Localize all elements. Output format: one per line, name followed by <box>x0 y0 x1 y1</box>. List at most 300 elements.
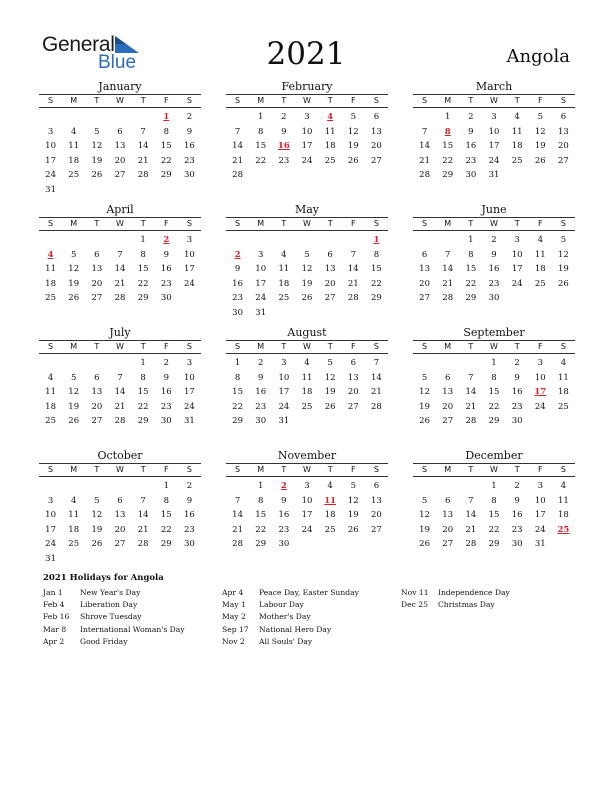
day-cell: 20 <box>114 155 126 166</box>
day-cell: 31 <box>488 170 500 181</box>
day-cell: 30 <box>232 307 243 318</box>
day-cell: 20 <box>114 524 126 535</box>
day-cell: 15 <box>137 387 149 398</box>
holiday-date: Nov 11 <box>401 588 429 597</box>
empty-cell <box>272 233 295 248</box>
country-name: Angola <box>506 46 570 67</box>
day-cell: 17 <box>45 524 56 535</box>
month-name: January <box>98 80 142 93</box>
day-cell: 14 <box>114 264 126 275</box>
weekday-label: T <box>94 342 100 351</box>
month-september <box>413 326 575 429</box>
empty-cell <box>226 110 249 125</box>
day-cell: 23 <box>160 278 172 289</box>
weekday-label: S <box>48 219 54 228</box>
day-cell: 5 <box>560 235 567 245</box>
day-cell: 14 <box>465 510 477 521</box>
day-cell: 7 <box>468 495 474 506</box>
day-cell: 19 <box>324 387 336 398</box>
weekday-label: W <box>490 219 498 228</box>
day-cell: 24 <box>278 401 290 412</box>
day-cell: 19 <box>301 278 313 289</box>
day-cell: 20 <box>442 524 454 535</box>
day-cell: 8 <box>258 126 264 137</box>
weekday-label: T <box>94 96 100 105</box>
day-cell: 9 <box>234 264 241 275</box>
day-cell: 16 <box>511 387 523 398</box>
day-cell: 2 <box>468 112 474 122</box>
holiday-date: Nov 2 <box>222 636 245 646</box>
day-cell: 29 <box>442 170 454 181</box>
holiday-name: Liberation Day <box>80 600 138 610</box>
logo-general-text: General <box>42 33 115 56</box>
day-cell: 2 <box>514 358 520 368</box>
weekday-label: M <box>257 219 265 228</box>
weekday-label: S <box>235 465 241 474</box>
day-cell: 28 <box>137 539 149 550</box>
day-cell: 16 <box>160 387 172 398</box>
day-cell: 13 <box>419 264 430 275</box>
holiday-row <box>401 599 510 611</box>
day-cell: 24 <box>534 524 546 535</box>
day-cell: 5 <box>94 126 100 137</box>
holiday-date: Sep 17 <box>222 624 249 634</box>
month-name: September <box>463 326 525 339</box>
day-cell: 11 <box>278 264 290 275</box>
weekday-label: F <box>537 96 543 105</box>
day-cell: 23 <box>488 278 500 289</box>
day-cell: 29 <box>232 416 243 427</box>
weekday-label: S <box>560 219 566 228</box>
day-cell: 11 <box>68 141 80 152</box>
holidays-title: 2021 Holidays for Angola <box>43 573 164 583</box>
day-cell: 12 <box>68 387 80 398</box>
day-cell: 27 <box>558 155 569 166</box>
day-cell: 10 <box>488 126 500 137</box>
day-cell: 3 <box>258 249 264 260</box>
day-cell: 7 <box>117 372 123 383</box>
day-cell: 18 <box>324 510 336 521</box>
day-cell: 25 <box>511 155 523 166</box>
day-cell: 10 <box>301 495 313 506</box>
weekday-label: T <box>514 342 520 351</box>
day-cell: 24 <box>45 170 56 181</box>
weekday-label: T <box>514 96 520 105</box>
day-cell: 25 <box>558 401 569 412</box>
day-cell: 30 <box>278 539 290 550</box>
month-october <box>39 449 201 567</box>
day-cell: 28 <box>465 416 477 427</box>
day-cell: 25 <box>534 278 546 289</box>
day-cell: 30 <box>184 539 195 550</box>
day-cell: 26 <box>324 401 336 412</box>
weekday-label: S <box>235 96 241 105</box>
weekday-label: S <box>422 342 428 351</box>
day-cell: 8 <box>373 249 380 260</box>
weekday-label: F <box>350 465 356 474</box>
weekday-header <box>39 217 201 231</box>
weekday-label: M <box>444 342 452 351</box>
day-cell: 30 <box>511 416 523 427</box>
day-cell: 20 <box>324 278 336 289</box>
weekday-label: M <box>70 342 78 351</box>
holiday-name: Peace Day, Easter Sunday <box>259 588 359 597</box>
day-grid <box>226 233 388 321</box>
day-cell: 3 <box>491 112 497 122</box>
day-cell: 6 <box>421 249 428 260</box>
holiday-day-cell: 25 <box>557 524 570 535</box>
day-cell: 5 <box>537 112 543 122</box>
empty-cell <box>132 110 155 125</box>
day-cell: 17 <box>301 141 313 152</box>
day-cell: 12 <box>534 126 546 137</box>
day-cell: 15 <box>160 510 172 521</box>
weekday-label: S <box>186 465 192 474</box>
weekday-label: T <box>327 342 333 351</box>
day-cell: 28 <box>419 170 430 181</box>
empty-cell <box>342 233 365 248</box>
day-cell: 21 <box>137 155 149 166</box>
day-cell: 18 <box>558 387 569 398</box>
day-cell: 9 <box>186 126 193 137</box>
day-cell: 8 <box>491 495 497 506</box>
day-cell: 15 <box>160 141 172 152</box>
empty-cell <box>132 479 155 494</box>
empty-cell <box>62 110 85 125</box>
month-name: October <box>97 449 143 462</box>
holiday-date: May 2 <box>222 612 246 622</box>
weekday-label: S <box>186 96 192 105</box>
day-cell: 8 <box>491 372 497 383</box>
day-cell: 8 <box>258 495 264 506</box>
day-cell: 5 <box>421 372 428 383</box>
day-cell: 26 <box>68 416 80 427</box>
day-cell: 24 <box>301 155 313 166</box>
day-cell: 20 <box>91 278 103 289</box>
weekday-label: S <box>373 219 379 228</box>
weekday-label: M <box>70 219 78 228</box>
day-cell: 16 <box>184 141 195 152</box>
day-cell: 2 <box>514 481 520 491</box>
empty-cell <box>39 233 62 248</box>
weekday-label: F <box>163 219 169 228</box>
holiday-date: Feb 16 <box>43 612 70 622</box>
month-name: August <box>287 326 327 339</box>
weekday-label: W <box>303 465 311 474</box>
day-cell: 8 <box>163 126 169 137</box>
day-cell: 17 <box>255 278 267 289</box>
day-cell: 4 <box>560 358 567 368</box>
day-cell: 26 <box>91 539 103 550</box>
day-cell: 13 <box>558 126 569 137</box>
weekday-label: S <box>48 465 54 474</box>
day-cell: 25 <box>68 539 80 550</box>
day-cell: 19 <box>347 510 359 521</box>
empty-cell <box>319 233 342 248</box>
day-cell: 5 <box>327 358 333 368</box>
holiday-row <box>222 599 359 611</box>
holiday-day-cell: 1 <box>373 235 380 245</box>
day-cell: 6 <box>373 481 380 491</box>
holiday-row <box>401 587 510 599</box>
day-cell: 14 <box>137 510 149 521</box>
empty-cell <box>295 233 318 248</box>
day-cell: 14 <box>232 141 243 152</box>
weekday-label: M <box>257 342 265 351</box>
day-cell: 3 <box>186 358 193 368</box>
holiday-name: Independence Day <box>438 588 510 597</box>
day-cell: 25 <box>324 524 336 535</box>
month-name: February <box>281 80 333 93</box>
weekday-label: W <box>490 465 498 474</box>
day-cell: 16 <box>232 278 243 289</box>
day-cell: 12 <box>419 387 430 398</box>
weekday-label: M <box>70 96 78 105</box>
empty-cell <box>436 356 459 371</box>
day-cell: 14 <box>419 141 430 152</box>
weekday-label: T <box>468 465 474 474</box>
weekday-label: F <box>163 96 169 105</box>
day-cell: 10 <box>45 141 56 152</box>
day-cell: 28 <box>114 416 126 427</box>
day-cell: 15 <box>488 387 500 398</box>
day-cell: 11 <box>45 387 56 398</box>
day-cell: 11 <box>68 510 80 521</box>
day-cell: 6 <box>117 126 123 137</box>
holiday-day-cell: 17 <box>534 387 547 398</box>
day-cell: 17 <box>488 141 500 152</box>
day-cell: 29 <box>160 170 172 181</box>
day-cell: 18 <box>45 278 56 289</box>
holiday-column <box>401 587 510 611</box>
day-cell: 1 <box>445 112 451 122</box>
day-cell: 10 <box>255 264 267 275</box>
weekday-label: S <box>48 342 54 351</box>
holiday-name: Good Friday <box>80 636 128 646</box>
holiday-day-cell: 2 <box>163 235 170 245</box>
day-cell: 5 <box>71 249 77 260</box>
holiday-name: All Souls' Day <box>259 636 313 646</box>
holiday-day-cell: 16 <box>277 141 290 152</box>
day-grid <box>39 356 201 429</box>
weekday-label: T <box>468 342 474 351</box>
day-cell: 28 <box>137 170 149 181</box>
day-cell: 28 <box>371 401 382 412</box>
weekday-label: F <box>350 219 356 228</box>
day-cell: 3 <box>47 495 54 506</box>
day-cell: 27 <box>442 416 454 427</box>
weekday-label: F <box>350 342 356 351</box>
day-cell: 24 <box>184 401 195 412</box>
day-cell: 13 <box>114 141 126 152</box>
holiday-row <box>43 636 185 648</box>
day-cell: 23 <box>232 293 243 304</box>
day-cell: 8 <box>140 372 146 383</box>
day-cell: 12 <box>324 372 336 383</box>
day-cell: 27 <box>91 416 103 427</box>
day-cell: 22 <box>255 155 267 166</box>
month-november <box>226 449 388 552</box>
day-cell: 27 <box>114 539 126 550</box>
empty-cell <box>39 356 62 371</box>
day-cell: 19 <box>419 524 430 535</box>
weekday-label: S <box>373 96 379 105</box>
day-cell: 24 <box>488 155 500 166</box>
day-cell: 25 <box>68 170 80 181</box>
weekday-label: S <box>560 465 566 474</box>
empty-cell <box>436 479 459 494</box>
day-cell: 21 <box>371 387 382 398</box>
day-cell: 7 <box>140 495 146 506</box>
day-cell: 6 <box>327 249 333 260</box>
day-grid <box>413 356 575 429</box>
day-cell: 24 <box>184 278 195 289</box>
weekday-label: S <box>560 342 566 351</box>
day-cell: 1 <box>234 358 241 368</box>
day-cell: 9 <box>258 372 264 383</box>
empty-cell <box>108 479 131 494</box>
holiday-name: New Year's Day <box>80 588 141 597</box>
weekday-label: T <box>140 96 146 105</box>
day-cell: 24 <box>534 401 546 412</box>
weekday-label: S <box>422 465 428 474</box>
day-cell: 4 <box>47 372 54 383</box>
day-cell: 13 <box>442 510 454 521</box>
weekday-header <box>226 217 388 231</box>
day-cell: 23 <box>160 401 172 412</box>
weekday-label: T <box>281 96 287 105</box>
day-grid <box>413 233 575 306</box>
empty-cell <box>459 479 482 494</box>
weekday-label: T <box>327 219 333 228</box>
day-cell: 6 <box>94 249 100 260</box>
day-cell: 22 <box>232 401 243 412</box>
day-cell: 18 <box>68 524 80 535</box>
day-cell: 29 <box>137 293 149 304</box>
day-cell: 26 <box>419 539 430 550</box>
day-cell: 21 <box>114 401 126 412</box>
weekday-label: T <box>140 465 146 474</box>
month-march <box>413 80 575 183</box>
holiday-column <box>43 587 185 648</box>
day-cell: 23 <box>184 524 195 535</box>
day-cell: 21 <box>347 278 359 289</box>
day-cell: 27 <box>371 524 382 535</box>
month-name: November <box>277 449 337 462</box>
empty-cell <box>62 479 85 494</box>
weekday-header <box>39 463 201 477</box>
day-cell: 26 <box>347 524 359 535</box>
weekday-header <box>413 217 575 231</box>
day-cell: 12 <box>347 495 359 506</box>
day-cell: 24 <box>301 524 313 535</box>
weekday-label: S <box>373 465 379 474</box>
day-cell: 3 <box>186 235 193 245</box>
month-february <box>226 80 388 183</box>
day-cell: 28 <box>347 293 359 304</box>
day-cell: 21 <box>232 524 243 535</box>
empty-cell <box>85 479 108 494</box>
day-cell: 17 <box>184 264 195 275</box>
weekday-header <box>226 340 388 354</box>
empty-cell <box>85 233 108 248</box>
day-cell: 29 <box>488 539 500 550</box>
day-cell: 13 <box>371 126 382 137</box>
day-cell: 15 <box>442 141 454 152</box>
empty-cell <box>413 233 436 248</box>
day-cell: 22 <box>137 401 149 412</box>
day-cell: 26 <box>419 416 430 427</box>
weekday-label: W <box>116 219 124 228</box>
day-cell: 15 <box>488 510 500 521</box>
day-cell: 28 <box>232 539 243 550</box>
day-cell: 17 <box>278 387 290 398</box>
day-cell: 2 <box>186 112 193 122</box>
holiday-day-cell: 1 <box>163 112 170 122</box>
day-cell: 8 <box>163 495 169 506</box>
day-cell: 24 <box>45 539 56 550</box>
day-cell: 13 <box>347 372 359 383</box>
day-cell: 12 <box>419 510 430 521</box>
day-cell: 1 <box>140 358 146 368</box>
day-cell: 9 <box>186 495 193 506</box>
day-cell: 4 <box>514 112 520 122</box>
weekday-label: S <box>235 219 241 228</box>
empty-cell <box>85 110 108 125</box>
day-cell: 28 <box>114 293 126 304</box>
weekday-label: M <box>257 96 265 105</box>
day-grid <box>39 479 201 567</box>
empty-cell <box>413 356 436 371</box>
day-cell: 21 <box>232 155 243 166</box>
holiday-day-cell: 4 <box>47 249 54 260</box>
empty-cell <box>62 356 85 371</box>
weekday-label: W <box>303 342 311 351</box>
empty-cell <box>249 233 272 248</box>
day-cell: 17 <box>534 510 546 521</box>
day-cell: 1 <box>163 481 169 491</box>
holiday-name: International Woman's Day <box>80 624 185 634</box>
day-cell: 11 <box>45 264 56 275</box>
day-cell: 15 <box>465 264 477 275</box>
day-cell: 25 <box>278 293 290 304</box>
empty-cell <box>459 356 482 371</box>
holiday-row <box>222 636 359 648</box>
day-cell: 27 <box>347 401 359 412</box>
holiday-date: Apr 2 <box>43 636 65 646</box>
day-cell: 5 <box>94 495 100 506</box>
day-cell: 6 <box>94 372 100 383</box>
day-cell: 4 <box>281 249 287 260</box>
day-cell: 21 <box>465 401 477 412</box>
weekday-label: T <box>327 465 333 474</box>
day-cell: 1 <box>258 481 264 491</box>
weekday-label: S <box>235 342 241 351</box>
day-cell: 24 <box>511 278 523 289</box>
day-cell: 30 <box>160 416 172 427</box>
day-grid <box>413 479 575 552</box>
day-cell: 30 <box>255 416 267 427</box>
day-cell: 23 <box>465 155 477 166</box>
weekday-header <box>413 463 575 477</box>
holiday-day-cell: 2 <box>280 481 287 491</box>
holiday-row <box>43 599 185 611</box>
day-cell: 19 <box>68 401 80 412</box>
day-cell: 20 <box>91 401 103 412</box>
empty-cell <box>226 479 249 494</box>
weekday-label: T <box>281 219 287 228</box>
day-cell: 10 <box>301 126 313 137</box>
